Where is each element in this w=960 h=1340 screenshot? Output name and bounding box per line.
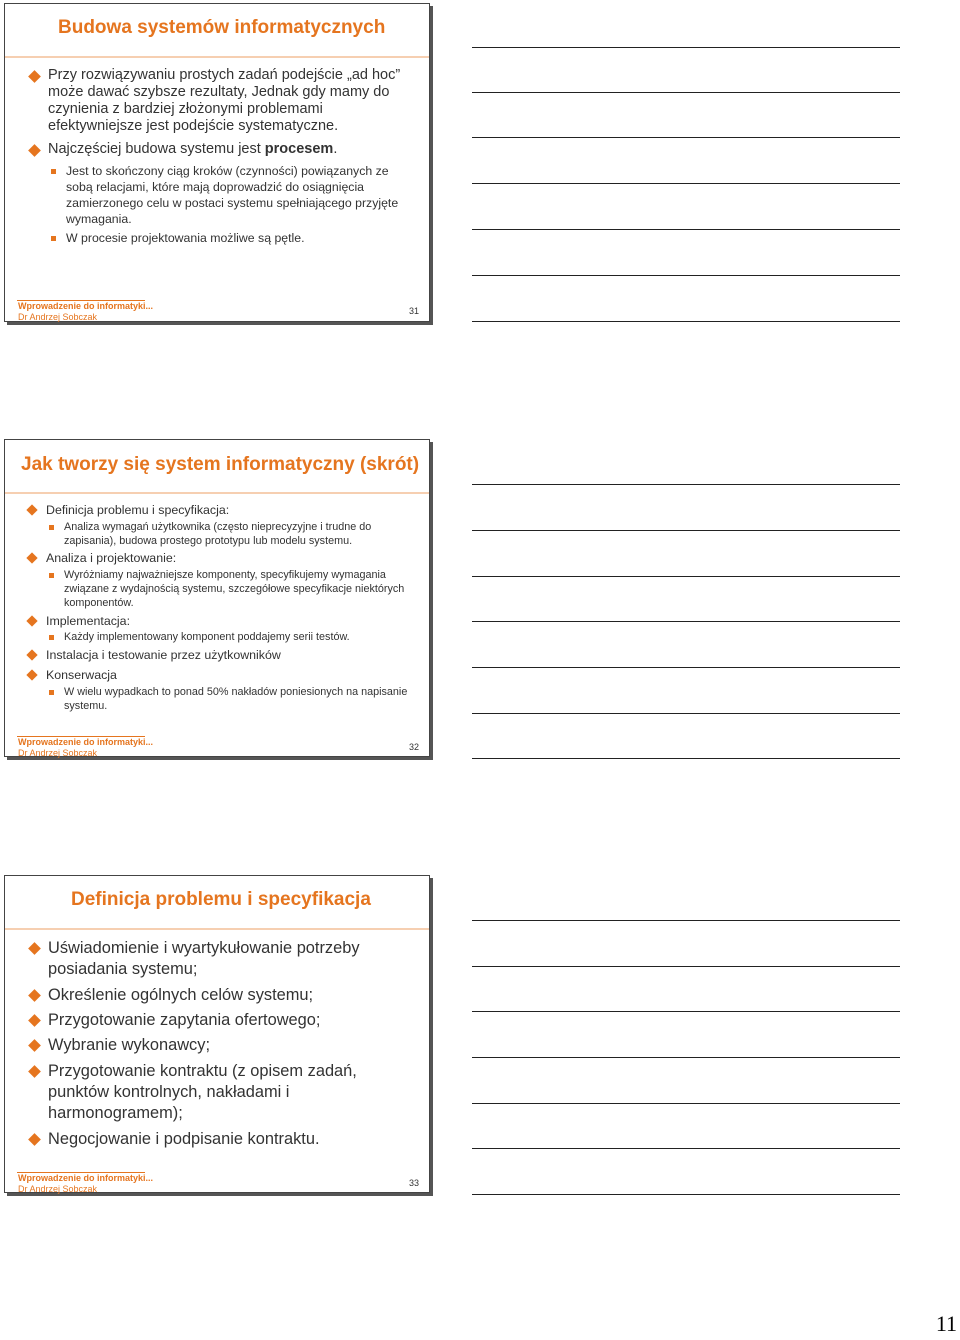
slide-title: Jak tworzy się system informatyczny (skrót) [21,454,420,475]
note-line [472,920,900,921]
diamond-bullet-icon [28,1039,41,1052]
bullet-item [26,551,415,566]
note-line [472,966,900,967]
sub-bullet-item [26,685,415,714]
note-line [472,758,900,759]
bullet-text: Przy rozwiązywaniu prostych zadań podejście „ad hoc” może dawać szybsze rezultaty, Jednak gdy mamy do czynienia z bardziej złożonymi problemami efektywniejsze jest podejście systematyczne. [48,67,401,135]
bullet-item [26,503,415,518]
bullet-item [28,1129,415,1150]
slide-content [28,938,415,1150]
note-line [472,47,900,48]
note-line [472,321,900,322]
note-line [472,92,900,93]
diamond-bullet-icon [26,650,37,661]
bullet-item [26,614,415,629]
note-line [472,275,900,276]
bullet-item [28,67,415,135]
note-line [472,137,900,138]
slide-number: 33 [408,1178,419,1188]
sub-bullet-item [28,163,415,228]
bullet-text: Określenie ogólnych celów systemu; [48,985,314,1004]
sub-bullet-text: Analiza wymagań użytkownika (często nieprecyzyjne i trudne do zapisania), budowa prostego prototypu lub modelu systemu. [64,520,372,547]
diamond-bullet-icon [28,1014,41,1027]
diamond-bullet-icon [26,552,37,563]
sub-bullet-item [26,630,415,644]
diamond-bullet-icon [26,615,37,626]
bullet-text: Przygotowanie kontraktu (z opisem zadań, punktów kontrolnych, nakładami i harmonogramem); [48,1061,357,1123]
diamond-bullet-icon [26,504,37,515]
square-bullet-icon [51,236,56,241]
bullet-text: Implementacja: [46,613,131,628]
slide-number: 32 [408,742,419,752]
square-bullet-icon [49,573,54,578]
slide-content [26,503,415,713]
diamond-bullet-icon [28,145,41,158]
bullet-text-end: . [333,141,338,158]
square-bullet-icon [51,169,56,174]
footer-author: Dr Andrzej Sobczak [18,748,98,758]
bullet-text-bold: procesem [264,141,334,158]
bullet-text: Instalacja i testowanie przez użytkowników [46,648,281,663]
footer-course: Wprowadzenie do informatyki... [18,301,154,311]
sub-bullet-item [26,568,415,611]
bullet-text: Uświadomienie i wyartykułowanie potrzeby posiadania systemu; [48,939,360,979]
footer-course: Wprowadzenie do informatyki... [18,737,154,747]
note-line [472,1103,900,1104]
sub-bullet-text: W wielu wypadkach to ponad 50% nakładów poniesionych na napisanie systemu. [64,685,408,712]
note-line [472,484,900,485]
footer-course: Wprowadzenie do informatyki... [18,1173,154,1183]
title-divider [5,492,429,494]
slide-31 [4,3,430,322]
footer-author: Dr Andrzej Sobczak [18,312,98,322]
diamond-bullet-icon [28,989,41,1002]
note-line [472,576,900,577]
slide-content [28,67,415,247]
square-bullet-icon [49,525,54,530]
note-line [472,1011,900,1012]
note-line [472,530,900,531]
sub-bullet-item [26,520,415,549]
slide-32 [4,439,430,757]
bullet-text: Konserwacja [46,668,117,682]
note-line [472,667,900,668]
diamond-bullet-icon [26,669,37,680]
note-line [472,229,900,230]
bullet-item [28,1061,415,1125]
slide-title: Definicja problemu i specyfikacja [71,889,371,910]
bullet-item [26,668,415,683]
square-bullet-icon [49,635,54,640]
slide-number: 31 [408,306,419,316]
diamond-bullet-icon [28,1133,41,1146]
bullet-item [26,648,415,663]
bullet-item [28,985,415,1006]
diamond-bullet-icon [28,942,41,955]
bullet-text: Przygotowanie zapytania ofertowego; [48,1010,321,1029]
bullet-text: Wybranie wykonawcy; [48,1036,210,1055]
note-line [472,1057,900,1058]
sub-bullet-item [28,230,415,246]
bullet-item [28,938,415,981]
page-number: 11 [935,1311,957,1336]
diamond-bullet-icon [28,70,41,83]
square-bullet-icon [49,690,54,695]
bullet-text: Najczęściej budowa systemu jest [48,141,265,158]
bullet-text: Definicja problemu i specyfikacja: [46,503,230,517]
slide-33 [4,875,430,1193]
sub-bullet-text: Wyróżniamy najważniejsze komponenty, specyfikujemy wymagania związane z wydajnością systemu, szczegółowe specyfikacje niektórych komponentów. [64,568,405,610]
bullet-text: Analiza i projektowanie: [46,551,177,566]
sub-bullet-text: Każdy implementowany komponent poddajemy serii testów. [64,631,350,644]
note-line [472,1148,900,1149]
bullet-item [28,1035,415,1056]
note-line [472,1194,900,1195]
bullet-text: Negocjowanie i podpisanie kontraktu. [48,1129,320,1148]
note-line [472,621,900,622]
title-divider [5,56,429,58]
slide-title: Budowa systemów informatycznych [58,17,386,38]
bullet-item [28,1010,415,1031]
sub-bullet-text: W procesie projektowania możliwe są pętle. [66,231,305,246]
sub-bullet-text: Jest to skończony ciąg kroków (czynności) powiązanych ze sobą relacjami, które mają doprowadzić do osiągnięcia zamierzonego celu w postaci systemu spełniającego przyjęte wymagania. [66,163,399,227]
bullet-item [28,141,415,158]
note-line [472,183,900,184]
title-divider [5,928,429,930]
diamond-bullet-icon [28,1065,41,1078]
footer-author: Dr Andrzej Sobczak [18,1184,98,1194]
note-line [472,713,900,714]
